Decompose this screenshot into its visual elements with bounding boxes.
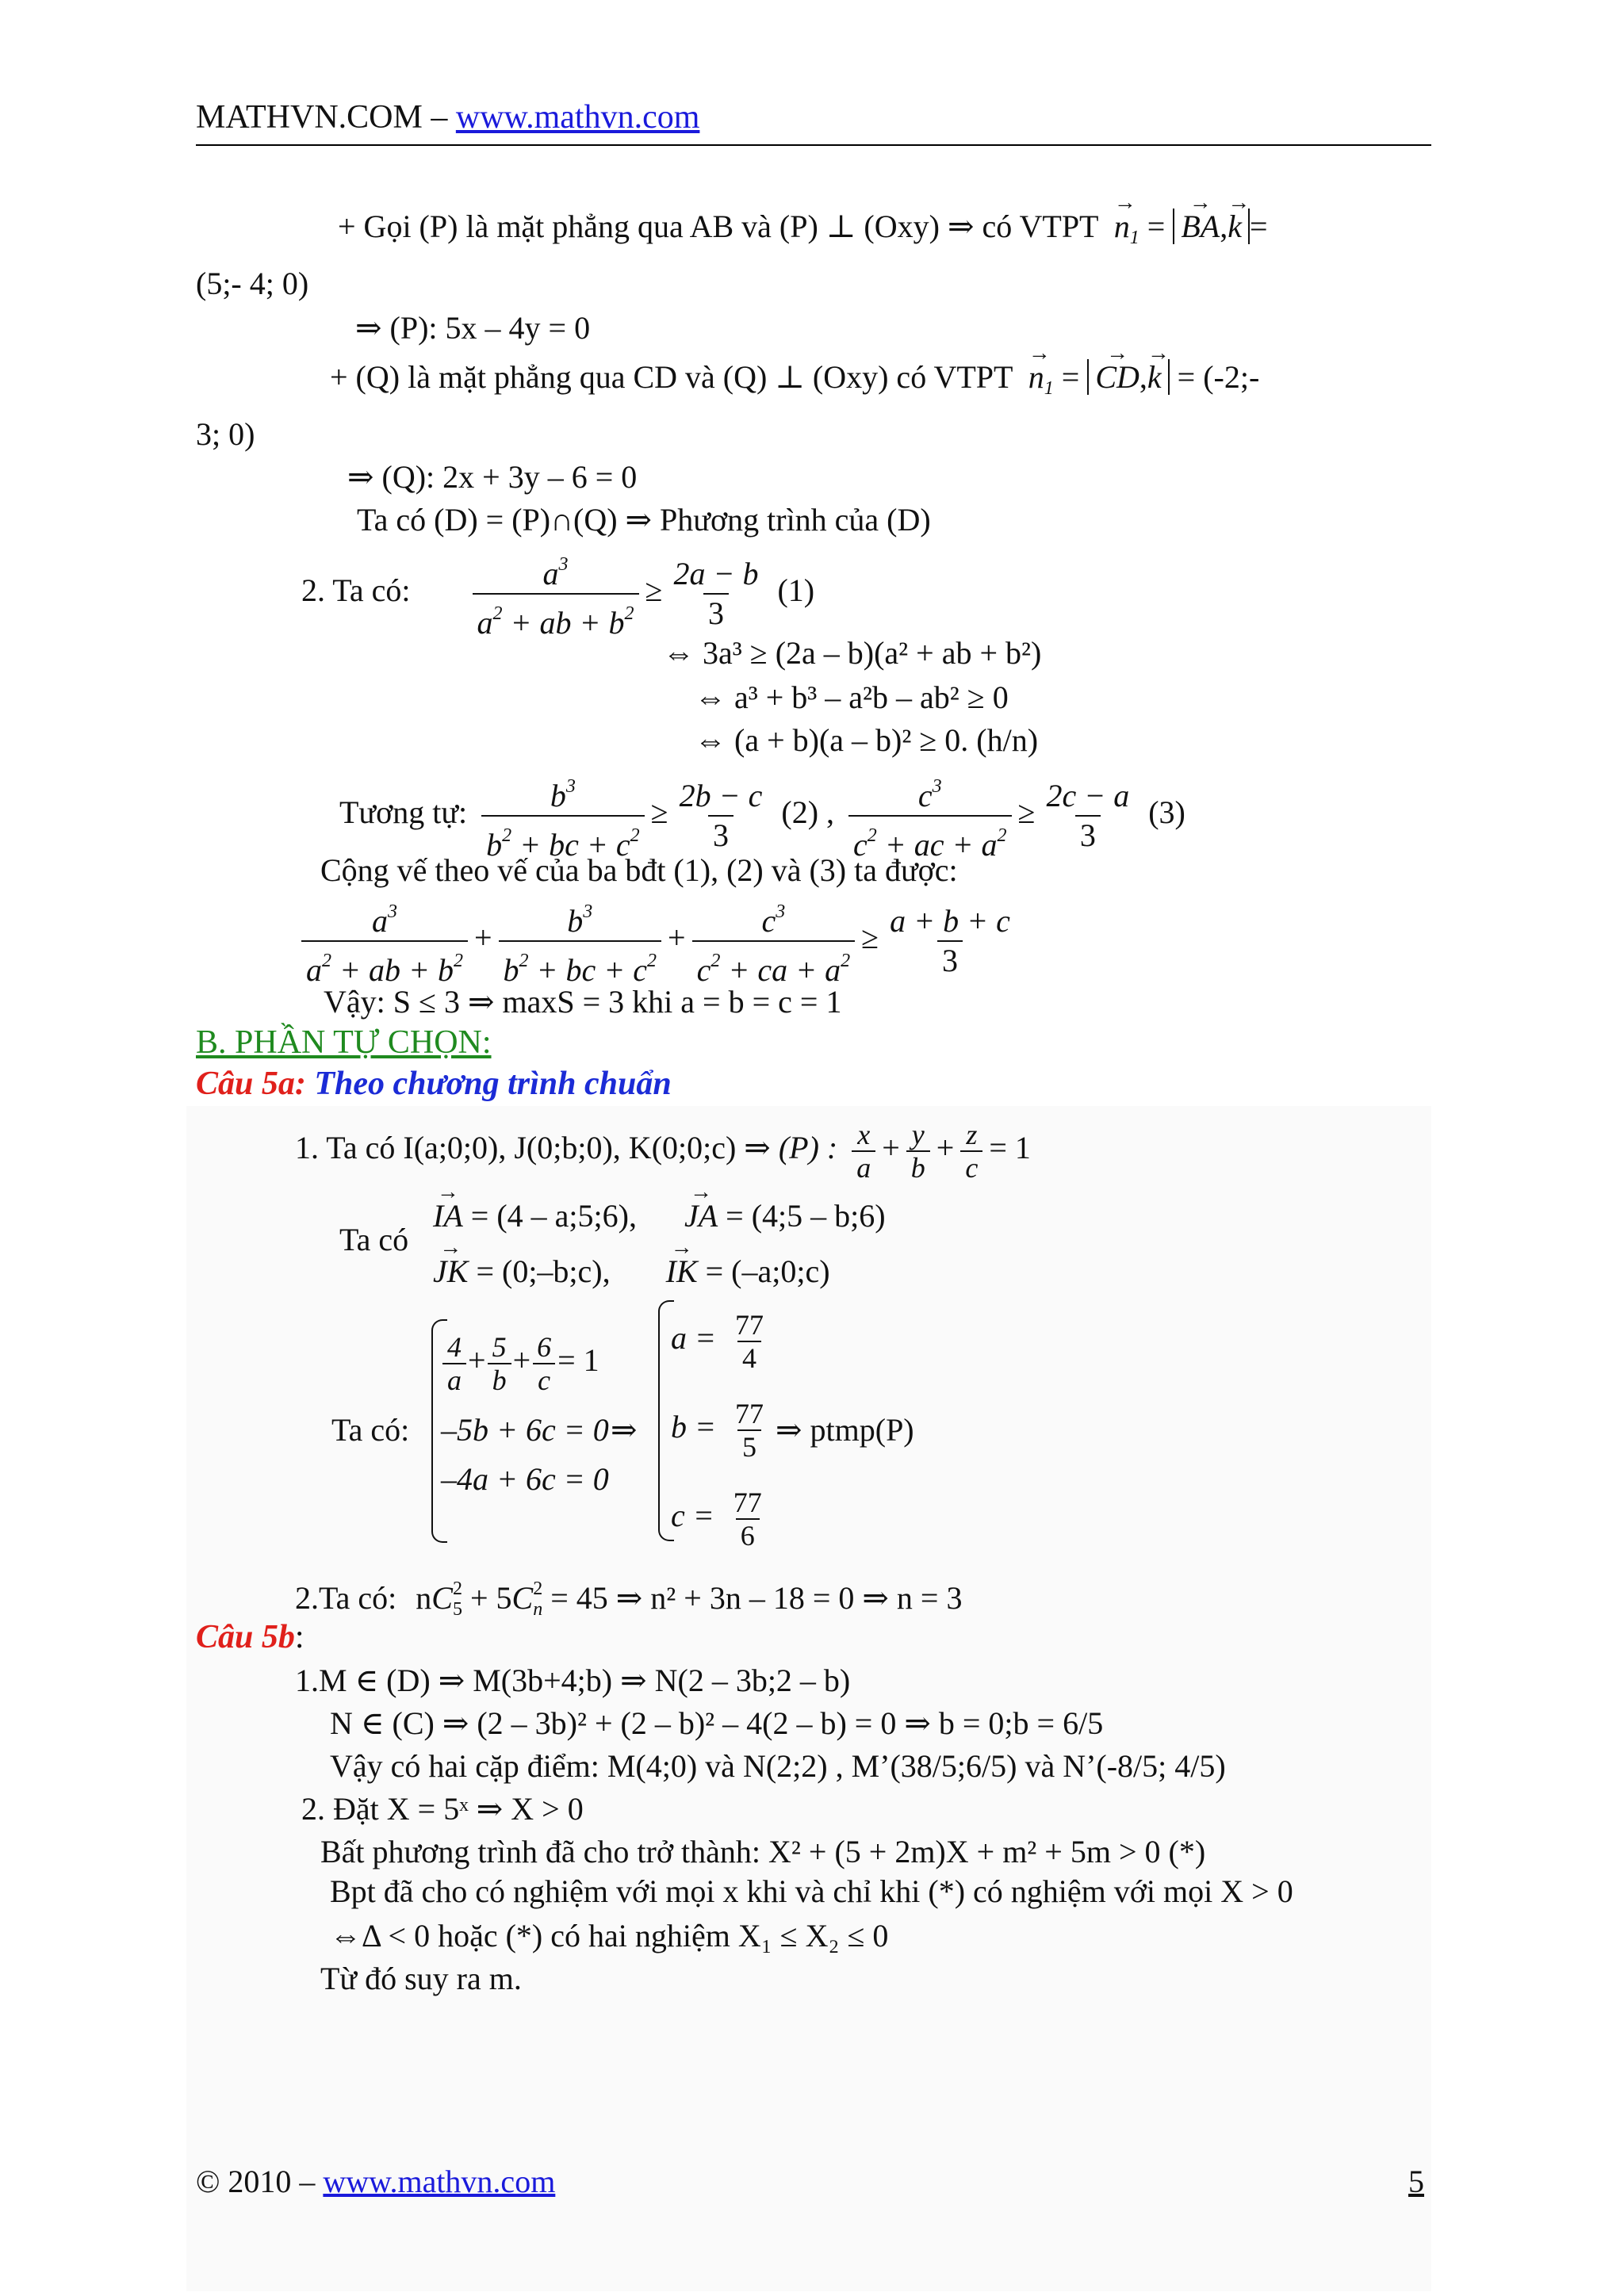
fraction-sum-b: $\frac{b^3}{b^2 + bc + c^2}$ bbox=[499, 893, 662, 989]
header-rule bbox=[196, 144, 1431, 146]
page-number: 5 bbox=[1408, 2164, 1424, 2199]
line-b2: N ∈ (C) ⇒ (2 – 3b)² + (2 – b)² – 4(2 – b) = 0 ⇒ b = 0;b = 6/5 bbox=[330, 1705, 1104, 1741]
cau-5a-label: Câu 5a: bbox=[196, 1066, 306, 1102]
line-ineq1: 2. Ta có: $\frac{a^3}{a^2 + ab + b^2}$ ≥ $\frac{2a - b}{3}$ (1) bbox=[301, 545, 814, 642]
line-sum: $\frac{a^3}{a^2 + ab + b^2}$ + $\frac{b^3}{b^2 + bc + c^2}$ + $\frac{c^3}{c^2 + ca + a^2}$ ≥ $\frac{a + b + c}{3}$ bbox=[295, 893, 1021, 989]
solution-b: b = $\frac{77}{5}$ bbox=[671, 1397, 764, 1463]
fraction-c3: $\frac{c^3}{c^2 + ac + a^2}$ bbox=[848, 767, 1012, 864]
line-b6: Bpt đã cho có nghiệm với mọi x khi và chỉ khi (*) có nghiệm với mọi X > 0 bbox=[330, 1873, 1293, 1909]
line-jk-ik: → JK = (0;–b;c), → IK = (–a;0;c) bbox=[433, 1253, 830, 1291]
header-site: MATHVN.COM – bbox=[196, 99, 456, 136]
fraction-b3: $\frac{b^3}{b^2 + bc + c^2}$ bbox=[481, 767, 645, 864]
implies-arrow: ⇒ bbox=[611, 1412, 638, 1448]
line-q1: + (Q) là mặt phẳng qua CD và (Q) ⊥ (Oxy) có VTPT → $n_1$ = → CD,→ k = (-2;- bbox=[330, 358, 1259, 408]
page-footer bbox=[196, 2163, 555, 2200]
fraction-sum-a: $\frac{a^3}{a^2 + ab + b^2}$ bbox=[301, 893, 468, 989]
line-p1b: (5;- 4; 0) bbox=[196, 266, 309, 301]
vector-n1: → $n_1$ bbox=[1106, 209, 1139, 244]
line-b4: 2. Đặt X = 5ˣ ⇒ X > 0 bbox=[301, 1791, 584, 1827]
cau-5a-title: Theo chương trình chuẩn bbox=[314, 1066, 672, 1102]
cau-5a-heading bbox=[196, 1064, 672, 1104]
line-p2: ⇒ (P): 5x – 4y = 0 bbox=[355, 310, 591, 346]
text-a2-tail: = 45 ⇒ n² + 3n – 18 = 0 ⇒ n = 3 bbox=[550, 1580, 963, 1616]
line-b1: 1.M ∈ (D) ⇒ M(3b+4;b) ⇒ N(2 – 3b;2 – b) bbox=[295, 1663, 851, 1698]
solution-a: a = $\frac{77}{4}$ bbox=[671, 1308, 764, 1374]
page-header bbox=[196, 98, 699, 136]
text-a1: 1. Ta có I(a;0;0), J(0;b;0), K(0;0;c) ⇒ bbox=[295, 1130, 771, 1165]
text-ik: = (–a;0;c) bbox=[705, 1253, 830, 1289]
line-ia-ja: → IA = (4 – a;5;6), → JA = (4;5 – b;6) bbox=[433, 1197, 886, 1235]
line-a1: 1. Ta có I(a;0;0), J(0;b;0), K(0;0;c) ⇒ (P) : $\frac{x}{a}$ + $\frac{y}{b}$ + $\frac{z}{c}$ = 1 bbox=[295, 1118, 1031, 1184]
fraction-2b-c: $\frac{2b - c}{3}$ bbox=[679, 778, 763, 853]
cross-cd-k: → CD,→ k bbox=[1087, 359, 1169, 395]
line-a2: 2.Ta có: $nC_5^2 + 5C_n^2 = 45$ ⇒ n² + 3n – 18 = 0 ⇒ n = 3 bbox=[295, 1578, 963, 1620]
fraction-2c-a: $\frac{2c - a}{3}$ bbox=[1046, 778, 1130, 853]
line-q2: ⇒ (Q): 2x + 3y – 6 = 0 bbox=[347, 459, 638, 495]
line-cong: Cộng vế theo vế của ba bđt (1), (2) và (3) ta được: bbox=[320, 852, 958, 888]
text-p1: + Gọi (P) là mặt phẳng qua AB và (P) ⊥ (Oxy) ⇒ có VTPT bbox=[338, 209, 1098, 244]
text-q1: + (Q) là mặt phẳng qua CD và (Q) ⊥ (Oxy) có VTPT bbox=[330, 359, 1013, 395]
text-ia: = (4 – a;5;6), bbox=[470, 1198, 637, 1234]
line-b8: Từ đó suy ra m. bbox=[320, 1961, 522, 1996]
line-q1b: 3; 0) bbox=[196, 416, 255, 452]
tag-3: (3) bbox=[1148, 794, 1185, 831]
line-tuongtu: Tương tự: $\frac{b^3}{b^2 + bc + c^2}$ ≥ $\frac{2b - c}{3}$ (2) , $\frac{c^3}{c^2 + ac + a^2}$ ≥ $\frac{2c - a}{3}$ (3) bbox=[339, 767, 1185, 864]
fraction-2a-b: $\frac{2a - b}{3}$ bbox=[673, 556, 759, 631]
fraction-sum-rhs: $\frac{a + b + c}{3}$ bbox=[890, 903, 1010, 978]
text-q1-tail: = (-2;- bbox=[1177, 359, 1260, 395]
line-vay: Vậy: S ≤ 3 ⇒ maxS = 3 khi a = b = c = 1 bbox=[324, 984, 842, 1020]
line-e1: ⇔ 3a³ ≥ (2a – b)(a² + ab + b²) bbox=[663, 635, 1042, 671]
fraction-x-a: $\frac{x}{a}$ bbox=[852, 1119, 875, 1184]
text-a1-p: (P) : bbox=[778, 1130, 838, 1165]
text-ja: = (4;5 – b;6) bbox=[726, 1198, 886, 1234]
fraction-y-b: $\frac{y}{b}$ bbox=[906, 1119, 930, 1184]
vector-n1-q: → $n_1$ bbox=[1021, 359, 1054, 395]
text-i2: 2. Ta có: bbox=[301, 572, 411, 609]
tag-2: (2) , bbox=[781, 794, 835, 831]
text-tuongtu: Tương tự: bbox=[339, 794, 468, 831]
tag-1: (1) bbox=[777, 572, 815, 609]
cau-5b-heading: Câu 5b: bbox=[196, 1619, 304, 1655]
fraction-sum-c: $\frac{c^3}{c^2 + ca + a^2}$ bbox=[692, 893, 856, 989]
cross-ba-k: → BA,→ k bbox=[1173, 209, 1250, 244]
line-b7: ⇔Δ < 0 hoặc (*) có hai nghiệm X₁ ≤ X₂ ≤ 0 bbox=[330, 1918, 889, 1954]
line-p1: + Gọi (P) là mặt phẳng qua AB và (P) ⊥ (Oxy) ⇒ có VTPT → $n_1$ = → BA,→ k = bbox=[338, 208, 1268, 257]
fraction-z-c: $\frac{z}{c}$ bbox=[960, 1119, 982, 1184]
section-b-title: B. PHẦN TỰ CHỌN: bbox=[196, 1024, 492, 1061]
text-ptmp: ⇒ ptmp(P) bbox=[776, 1412, 914, 1448]
text-a2: 2.Ta có: bbox=[295, 1580, 397, 1616]
fraction-a3: $\frac{a^3}{a^2 + ab + b^2}$ bbox=[473, 545, 639, 642]
text-jk: = (0;–b;c), bbox=[476, 1253, 611, 1289]
cau-5b-label: Câu 5b bbox=[196, 1619, 295, 1655]
system-eq1: $\frac{4}{a}$ + $\frac{5}{b}$ + $\frac{6}{c}$ = 1 bbox=[441, 1322, 599, 1399]
system-eq3: –4a + 6c = 0 bbox=[441, 1461, 609, 1497]
line-d1: Ta có (D) = (P)∩(Q) ⇒ Phương trình của (D) bbox=[357, 502, 931, 538]
system-eq2: –5b + 6c = 0 bbox=[441, 1412, 609, 1448]
line-b5: Bất phương trình đã cho trở thành: X² + (5 + 2m)X + m² + 5m > 0 (*) bbox=[320, 1834, 1206, 1869]
line-b3: Vậy có hai cặp điểm: M(4;0) và N(2;2) , M’(38/5;6/5) và N’(-8/5; 4/5) bbox=[330, 1748, 1226, 1784]
header-link[interactable]: www.mathvn.com bbox=[455, 99, 700, 136]
text-taco2: Ta có: bbox=[331, 1412, 410, 1448]
line-e2: ⇔ a³ + b³ – a²b – ab² ≥ 0 bbox=[695, 679, 1009, 715]
line-e3: ⇔ (a + b)(a – b)² ≥ 0. (h/n) bbox=[695, 722, 1039, 758]
footer-link[interactable]: www.mathvn.com bbox=[323, 2164, 556, 2199]
solution-c: c = $\frac{77}{6}$ bbox=[671, 1486, 762, 1552]
footer-copy: © 2010 – bbox=[196, 2164, 324, 2199]
text-taco: Ta có bbox=[339, 1222, 409, 1257]
